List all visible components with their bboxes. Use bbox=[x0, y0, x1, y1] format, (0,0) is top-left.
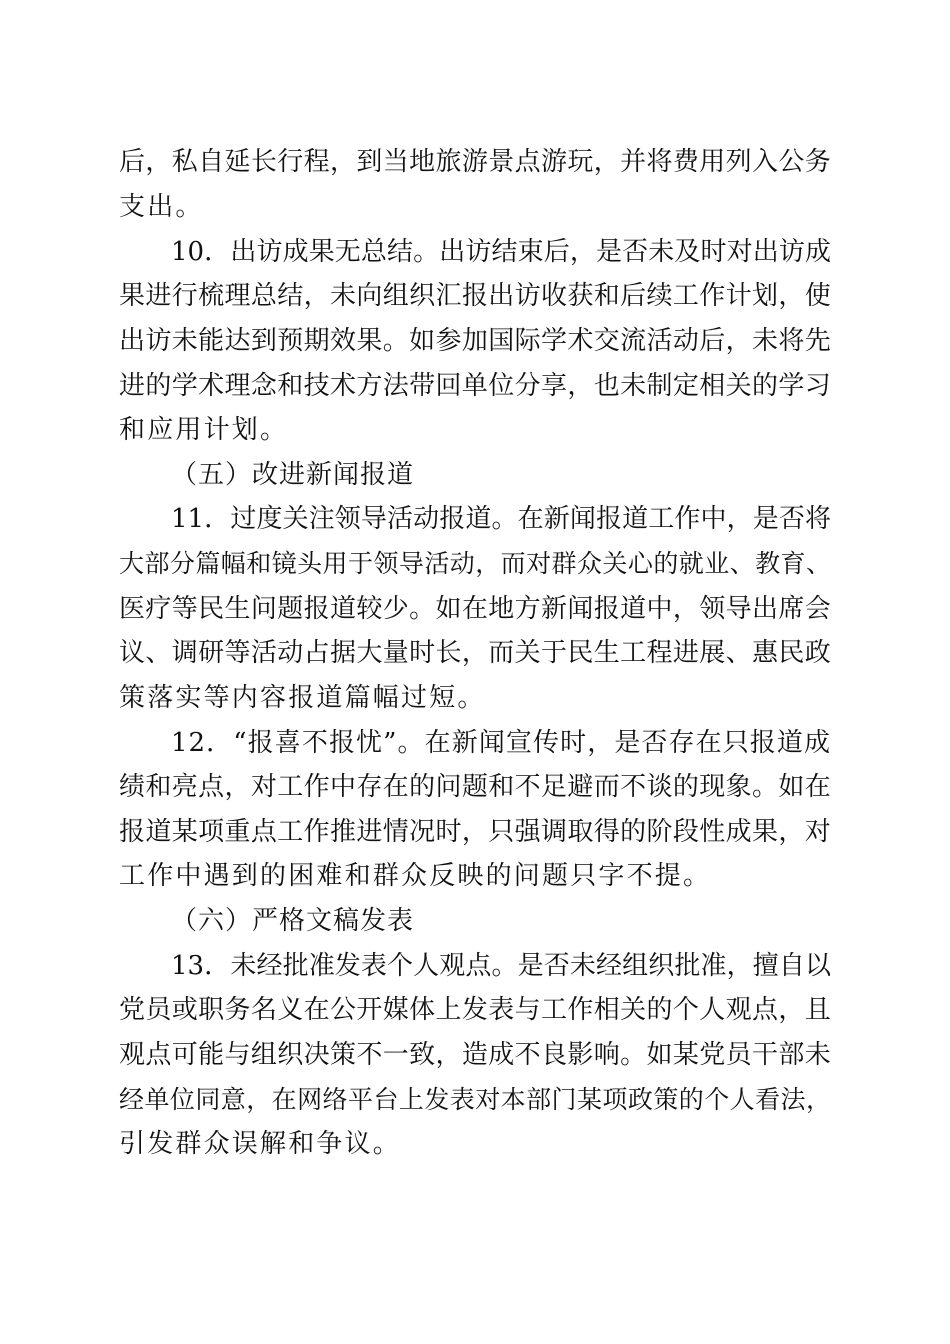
paragraph-line: 经单位同意，在网络平台上发表对本部门某项政策的个人看法， bbox=[119, 1085, 831, 1114]
paragraph-line: 医疗等民生问题报道较少。如在地方新闻报道中，领导出席会 bbox=[119, 594, 831, 624]
paragraph-line: 观点可能与组织决策不一致，造成不良影响。如某党员干部未 bbox=[119, 1040, 831, 1070]
paragraph-line: 工作中遇到的困难和群众反映的问题只字不提。 bbox=[119, 861, 712, 891]
paragraph-line: 大部分篇幅和镜头用于领导活动，而对群众关心的就业、教育、 bbox=[119, 549, 831, 578]
paragraph-line: 和应用计划。 bbox=[119, 415, 289, 445]
paragraph-line: 进的学术理念和技术方法带回单位分享，也未制定相关的学习 bbox=[119, 371, 831, 401]
paragraph-line: 果进行梳理总结，未向组织汇报出访收获和后续工作计划，使 bbox=[119, 281, 831, 311]
paragraph-line: 报道某项重点工作推进情况时，只强调取得的阶段性成果，对 bbox=[119, 817, 831, 847]
paragraph-line: 党员或职务名义在公开媒体上发表与工作相关的个人观点，且 bbox=[119, 995, 831, 1025]
section-heading: （五）改进新闻报道 bbox=[171, 460, 415, 490]
paragraph-line: 支出。 bbox=[119, 192, 204, 222]
paragraph-line: 议、调研等活动占据大量时长，而关于民生工程进展、惠民政 bbox=[119, 638, 831, 668]
paragraph-line: 引发群众误解和争议。 bbox=[119, 1129, 402, 1159]
paragraph-line: 10．出访成果无总结。出访结束后，是否未及时对出访成 bbox=[171, 237, 831, 267]
section-heading: （六）严格文稿发表 bbox=[171, 906, 415, 936]
paragraph-line: 出访未能达到预期效果。如参加国际学术交流活动后，未将先 bbox=[119, 326, 831, 356]
paragraph-line: 后，私自延长行程，到当地旅游景点游玩，并将费用列入公务 bbox=[119, 147, 831, 177]
paragraph-line: 13．未经批准发表个人观点。是否未经组织批准，擅自以 bbox=[171, 951, 831, 981]
paragraph-line: 策落实等内容报道篇幅过短。 bbox=[119, 683, 486, 713]
paragraph-line: 11．过度关注领导活动报道。在新闻报道工作中，是否将 bbox=[171, 504, 831, 534]
paragraph-line: 绩和亮点，对工作中存在的问题和不足避而不谈的现象。如在 bbox=[119, 772, 831, 802]
paragraph-line: 12．“报喜不报忧”。在新闻宣传时，是否存在只报道成 bbox=[171, 728, 831, 758]
